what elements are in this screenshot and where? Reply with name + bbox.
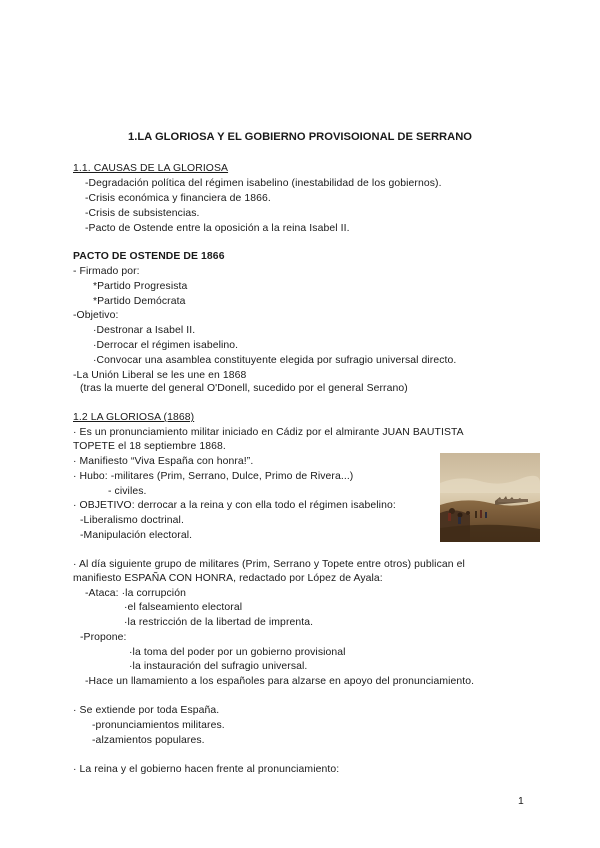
gloriosa-text: -Hace un llamamiento a los españoles para alzarse en apoyo del pronunciamiento. — [85, 676, 475, 687]
gloriosa-text: · Manifiesto “Viva España con honra!”. — [73, 456, 254, 467]
gloriosa-text: -Ataca: ·la corrupción — [85, 588, 186, 599]
gloriosa-text: · OBJETIVO: derrocar a la reina y con ella todo el régimen isabelino: — [73, 500, 396, 511]
pacto-objetivo-item: ·Derrocar el régimen isabelino. — [93, 340, 239, 351]
gloriosa-text: · Se extiende por toda España. — [73, 705, 220, 716]
page-number: 1 — [518, 796, 524, 807]
gloriosa-text: ·la restricción de la libertad de imprenta. — [124, 617, 314, 628]
pacto-firmado: - Firmado por: — [73, 266, 140, 277]
gloriosa-text: ·la toma del poder por un gobierno provisional — [129, 647, 346, 658]
gloriosa-text: -pronunciamientos militares. — [92, 720, 225, 731]
pacto-union-note: (tras la muerte del general O'Donell, sucedido por el general Serrano) — [80, 383, 408, 394]
pacto-partido: *Partido Progresista — [93, 281, 188, 292]
section-heading-gloriosa: 1.2 LA GLORIOSA (1868) — [73, 412, 195, 423]
pacto-objetivo-item: ·Convocar una asamblea constituyente elegida por sufragio universal directo. — [93, 355, 457, 366]
pacto-objetivo-label: -Objetivo: — [73, 310, 119, 321]
page-title: 1.LA GLORIOSA Y EL GOBIERNO PROVISOIONAL DE SERRANO — [128, 131, 472, 143]
pacto-objetivo-item: ·Destronar a Isabel II. — [93, 325, 196, 336]
causa-item: -Crisis económica y financiera de 1866. — [85, 193, 271, 204]
gloriosa-text: TOPETE el 18 septiembre 1868. — [73, 441, 226, 452]
gloriosa-text: manifiesto ESPAÑA CON HONRA, redactado por López de Ayala: — [73, 573, 383, 584]
gloriosa-text: · Es un pronunciamiento militar iniciado en Cádiz por el almirante JUAN BAUTISTA — [73, 427, 464, 438]
section-heading-pacto: PACTO DE OSTENDE DE 1866 — [73, 251, 225, 262]
gloriosa-text: - civiles. — [108, 486, 147, 497]
gloriosa-text: · Hubo: -militares (Prim, Serrano, Dulce, Primo de Rivera...) — [73, 471, 354, 482]
causa-item: -Pacto de Ostende entre la oposición a la reina Isabel II. — [85, 223, 350, 234]
gloriosa-text: -Liberalismo doctrinal. — [80, 515, 184, 526]
pacto-partido: *Partido Demócrata — [93, 296, 186, 307]
causa-item: -Degradación política del régimen isabelino (inestabilidad de los gobiernos). — [85, 178, 442, 189]
gloriosa-text: ·la instauración del sufragio universal. — [129, 661, 308, 672]
gloriosa-text: -alzamientos populares. — [92, 735, 205, 746]
gloriosa-text: -Manipulación electoral. — [80, 530, 193, 541]
pacto-union: -La Unión Liberal se les une en 1868 — [73, 370, 247, 381]
gloriosa-text: · Al día siguiente grupo de militares (Prim, Serrano y Topete entre otros) publican el — [73, 559, 465, 570]
gloriosa-text: · La reina y el gobierno hacen frente al pronunciamiento: — [73, 764, 340, 775]
section-heading-causas: 1.1. CAUSAS DE LA GLORIOSA — [73, 163, 229, 174]
historical-painting-image — [440, 453, 540, 542]
gloriosa-text: -Propone: — [80, 632, 127, 643]
gloriosa-text: ·el falseamiento electoral — [124, 602, 243, 613]
causa-item: -Crisis de subsistencias. — [85, 208, 200, 219]
